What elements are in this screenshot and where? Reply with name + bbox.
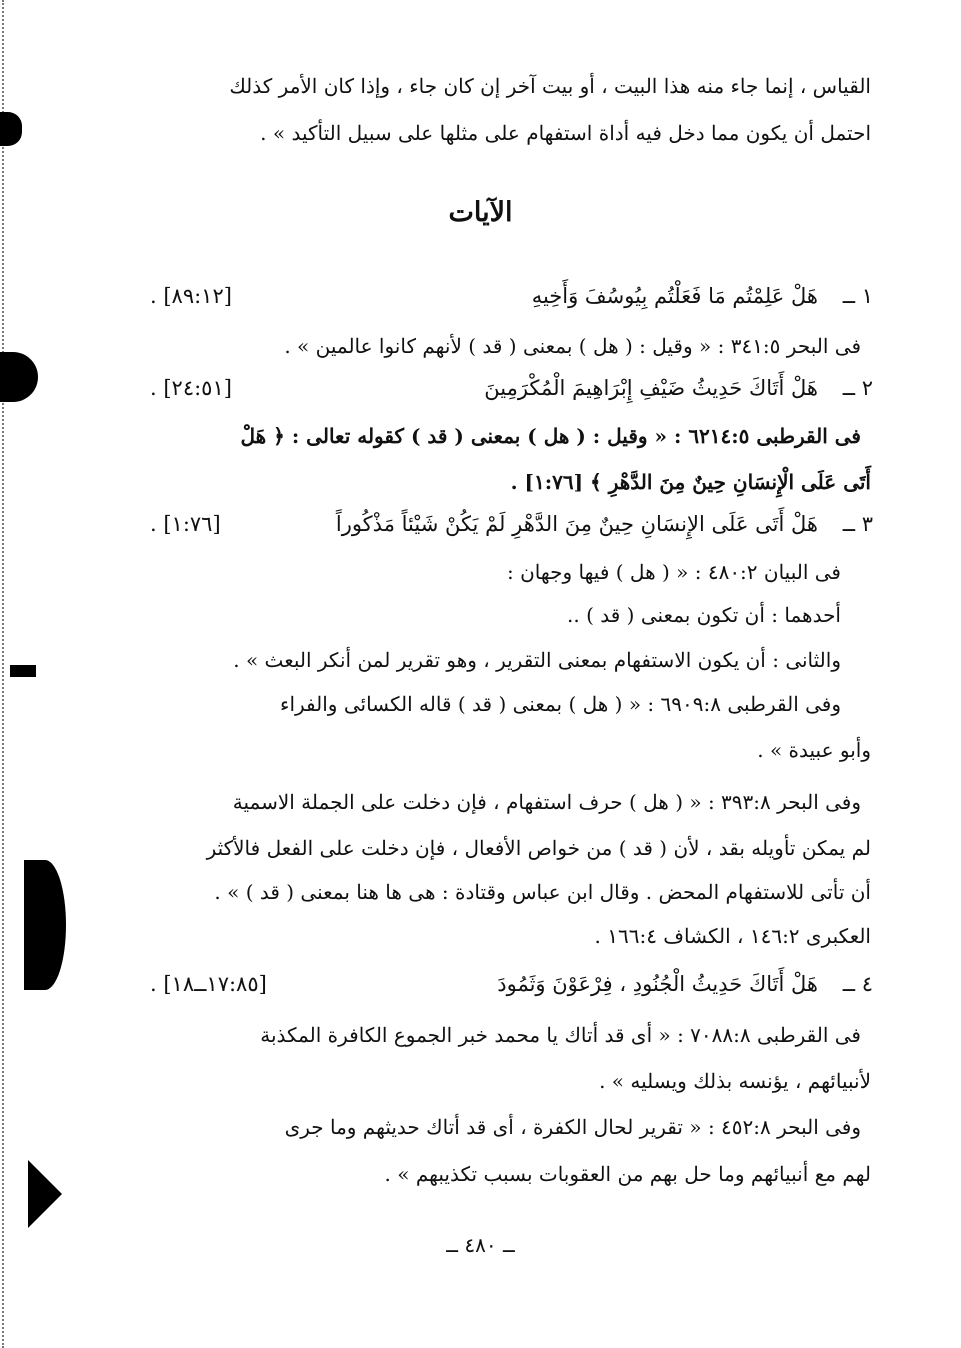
commentary-line: لهم مع أنبيائهم وما حل بهم من العقوبات بسبب تكذيبهم » . [384,1162,871,1186]
verse-1 [150,284,873,316]
verse-text: هَلْ أَتَاكَ حَدِيثُ الْجُنُودِ ، فِرْعَوْنَ وَثَمُودَ [497,972,818,996]
verse-reference: . [١٧:٨٥ــ١٨] [150,972,267,996]
verse-3 [150,512,873,544]
page-number: ــ ٤٨٠ ــ [446,1233,515,1257]
commentary-line: وفى البحر ٣٩٣:٨ : « ( هل ) حرف استفهام ، فإن دخلت على الجملة الاسمية [232,790,861,814]
edge-mark [0,352,38,402]
intro-line-2: احتمل أن يكون مما دخل فيه أداة استفهام على مثلها على سبيل التأكيد » . [260,121,871,145]
verse-number: ٤ ــ [842,972,873,996]
verse-number: ٢ ــ [842,376,873,400]
verse-number: ١ ــ [842,284,873,308]
verse-text: هَلْ أَتَى عَلَى الإِنسَانِ حِينٌ مِنَ الدَّهْرِ لَمْ يَكُنْ شَيْئاً مَذْكُوراً [335,512,818,536]
verse-number: ٣ ــ [842,512,873,536]
commentary-line: أن تأتى للاستفهام المحض . وقال ابن عباس وقتادة : هى ها هنا بمعنى ( قد ) » . [214,880,871,904]
verse-reference: . [٨٩:١٢] [150,284,232,308]
section-heading: الآيات [448,197,513,228]
commentary-line: لأنبيائهم ، يؤنسه بذلك ويسليه » . [599,1069,871,1093]
commentary-line: وفى القرطبى ٦٩٠٩:٨ : « ( هل ) بمعنى ( قد ) قاله الكسائى والفراء [280,692,841,716]
commentary-line: لم يمكن تأويله بقد ، لأن ( قد ) من خواص الأفعال ، فإن دخلت على الفعل فالأكثر [206,836,871,860]
commentary-line: أحدهما : أن تكون بمعنى ( قد ) .. [567,603,841,627]
edge-mark [24,860,66,990]
verse-reference: . [٢٤:٥١] [150,376,232,400]
commentary-line: أَتَى عَلَى الْإِنسَانِ حِينٌ مِنَ الدَّهْرِ ﴾ [١:٧٦] . [510,470,871,494]
intro-line-1: القياس ، إنما جاء منه هذا البيت ، أو بيت آخر إن كان جاء ، وإذا كان الأمر كذلك [229,74,871,98]
commentary-line: فى القرطبى ٧٠٨٨:٨ : « أى قد أتاك يا محمد خبر الجموع الكافرة المكذبة [260,1023,861,1047]
commentary-line: فى البيان ٤٨٠:٢ : « ( هل ) فيها وجهان : [507,560,841,584]
edge-mark [28,1160,62,1228]
verse-reference: . [١:٧٦] [150,512,221,536]
edge-mark [10,665,36,677]
commentary-line: فى القرطبى ٦٢١٤:٥ : « وقيل : ( هل ) بمعنى ( قد ) كقوله تعالى : ﴿ هَلْ [240,424,861,448]
verse-2 [150,376,873,408]
verse-text: هَلْ عَلِمْتُم مَا فَعَلْتُم بِيُوسُفَ وَأَخِيهِ [531,284,818,308]
verse-text: هَلْ أَتَاكَ حَدِيثُ ضَيْفِ إِبْرَاهِيمَ الْمُكْرَمِينَ [484,376,818,400]
commentary-line: وأبو عبيدة » . [757,738,871,762]
edge-mark [0,112,22,146]
commentary-line: والثانى : أن يكون الاستفهام بمعنى التقرير ، وهو تقرير لمن أنكر البعث » . [233,648,841,672]
verse-4 [150,972,873,1004]
commentary-line: العكبرى ١٤٦:٢ ، الكشاف ١٦٦:٤ . [594,924,871,948]
commentary-line: فى البحر ٣٤١:٥ : « وقيل : ( هل ) بمعنى ( قد ) لأنهم كانوا عالمين » . [284,334,861,358]
commentary-line: وفى البحر ٤٥٢:٨ : « تقرير لحال الكفرة ، أى قد أتاك حديثهم وما جرى [284,1115,861,1139]
